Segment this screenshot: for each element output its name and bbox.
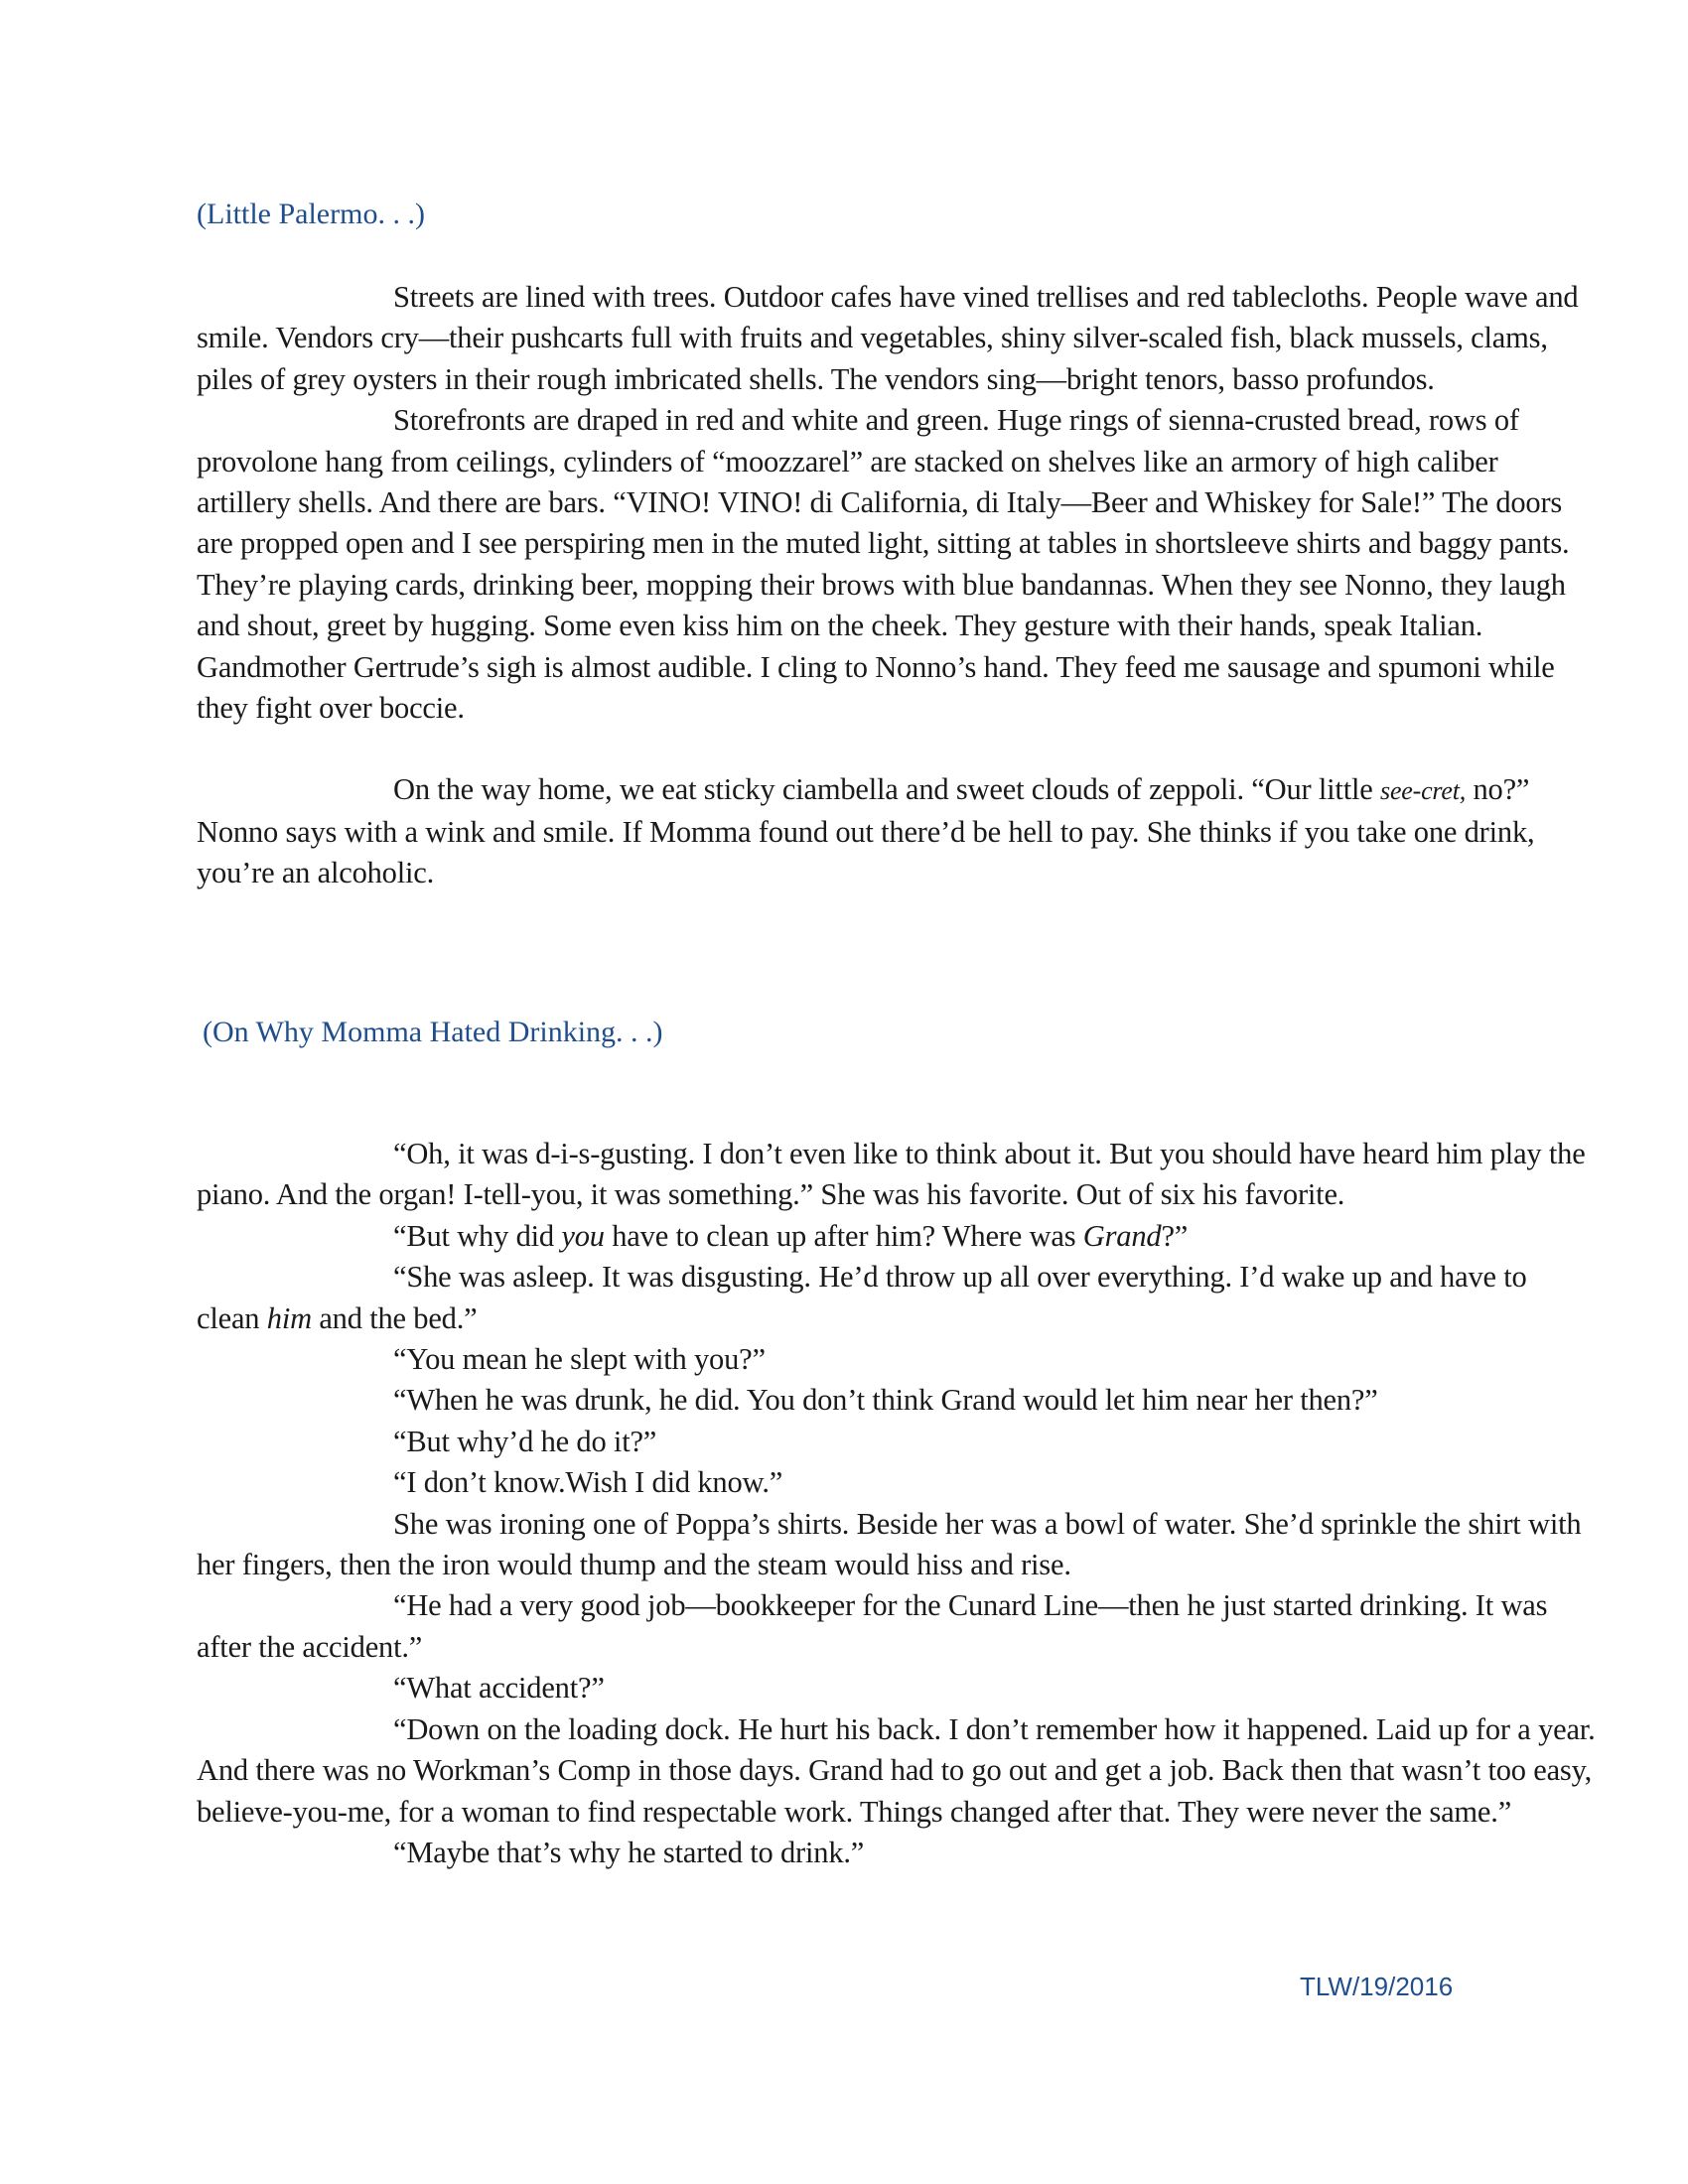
text-run: have to clean up after him? Where was	[604, 1218, 1083, 1253]
italic-word: see-cret,	[1380, 776, 1467, 806]
dialogue-paragraph: “You mean he slept with you?”	[393, 1342, 766, 1377]
dialogue-paragraph: “I don’t know.Wish I did know.”	[393, 1465, 783, 1500]
italic-word: him	[266, 1300, 312, 1335]
dialogue-paragraph: “He had a very good job—bookkeeper for the Cunard Line—then he just started drinking. It was after the accident.”	[197, 1588, 1548, 1664]
italic-word: you	[561, 1218, 605, 1253]
text-run: “She was asleep. It was disgusting. He’d throw up all over everything. I’d wake up and have to clean	[197, 1260, 1527, 1335]
narrative-paragraph: She was ironing one of Poppa’s shirts. Beside her was a bowl of water. She’d sprinkle the shirt with her fingers, then the iron would thump and the steam would hiss and rise.	[197, 1506, 1582, 1582]
dialogue-paragraph	[197, 1216, 1597, 1257]
dialogue-paragraph: “But why’d he do it?”	[393, 1424, 657, 1458]
dialogue-paragraph: “When he was drunk, he did. You don’t think Grand would let him near her then?”	[393, 1383, 1378, 1418]
dialogue-paragraph	[197, 1257, 1597, 1339]
dialogue-paragraph: “Oh, it was d-i-s-gusting. I don’t even like to think about it. But you should have heard him play the piano. And the organ! I-tell-you, it was something.” She was his favorite. Out of six his favorite.	[197, 1137, 1586, 1212]
paragraph: Storefronts are draped in red and white and green. Huge rings of sienna-crusted bread, rows of provolone hang from ceilings, cylinders of “moozzarel” are stacked on shelves like an armory of high caliber artillery shells. And there are bars. “VINO! VINO! di California, di Italy—Beer and Whiskey for Sale!” The doors are propped open and I see perspiring men in the muted light, sitting at tables in shortsleeve shirts and baggy pants. They’re playing cards, drinking beer, mopping their brows with blue bandannas. When they see Nonno, they laugh and shout, greet by hugging. Some even kiss him on the cheek. They gesture with their hands, speak Italian. Gandmother Gertrude’s sigh is almost audible. I cling to Nonno’s hand. They feed me sausage and spumoni while they fight over boccie.	[197, 403, 1570, 726]
section-heading-momma-drinking: (On Why Momma Hated Drinking. . .)	[203, 1016, 663, 1048]
dialogue-paragraph: “What accident?”	[393, 1671, 605, 1706]
text-run: “But why did	[393, 1218, 562, 1253]
text-run: no?” Nonno says with a wink and smile. If Momma found out there’d be hell to pay. She thinks if you take one drink, you’re an alcoholic.	[197, 772, 1535, 890]
paragraph	[197, 769, 1597, 893]
footer-signature: TLW/19/2016	[1300, 1972, 1454, 2001]
section-heading-little-palermo: (Little Palermo. . .)	[197, 198, 425, 230]
section-little-palermo-body	[197, 277, 1597, 894]
text-run: On the way home, we eat sticky ciambella and sweet clouds of zeppoli. “Our little	[393, 772, 1381, 807]
dialogue-paragraph: “Maybe that’s why he started to drink.”	[393, 1835, 865, 1869]
dialogue-paragraph: “Down on the loading dock. He hurt his back. I don’t remember how it happened. Laid up for a year. And there was no Workman’s Comp in those days. Grand had to go out and get a job. Back then that wasn’t too easy, believe-you-me, for a woman to find respectable work. Things changed after that. They were never the same.”	[197, 1711, 1596, 1829]
paragraph: Streets are lined with trees. Outdoor cafes have vined trellises and red tablecloths. People wave and smile. Vendors cry—their pushcarts full with fruits and vegetables, shiny silver-scaled fish, black mussels, clams, piles of grey oysters in their rough imbricated shells. The vendors sing—bright tenors, basso profundos.	[197, 280, 1579, 396]
text-run: and the bed.”	[311, 1300, 478, 1335]
text-run: ?”	[1161, 1218, 1189, 1253]
italic-word: Grand	[1082, 1218, 1162, 1253]
section-momma-drinking-body	[197, 1134, 1597, 1873]
